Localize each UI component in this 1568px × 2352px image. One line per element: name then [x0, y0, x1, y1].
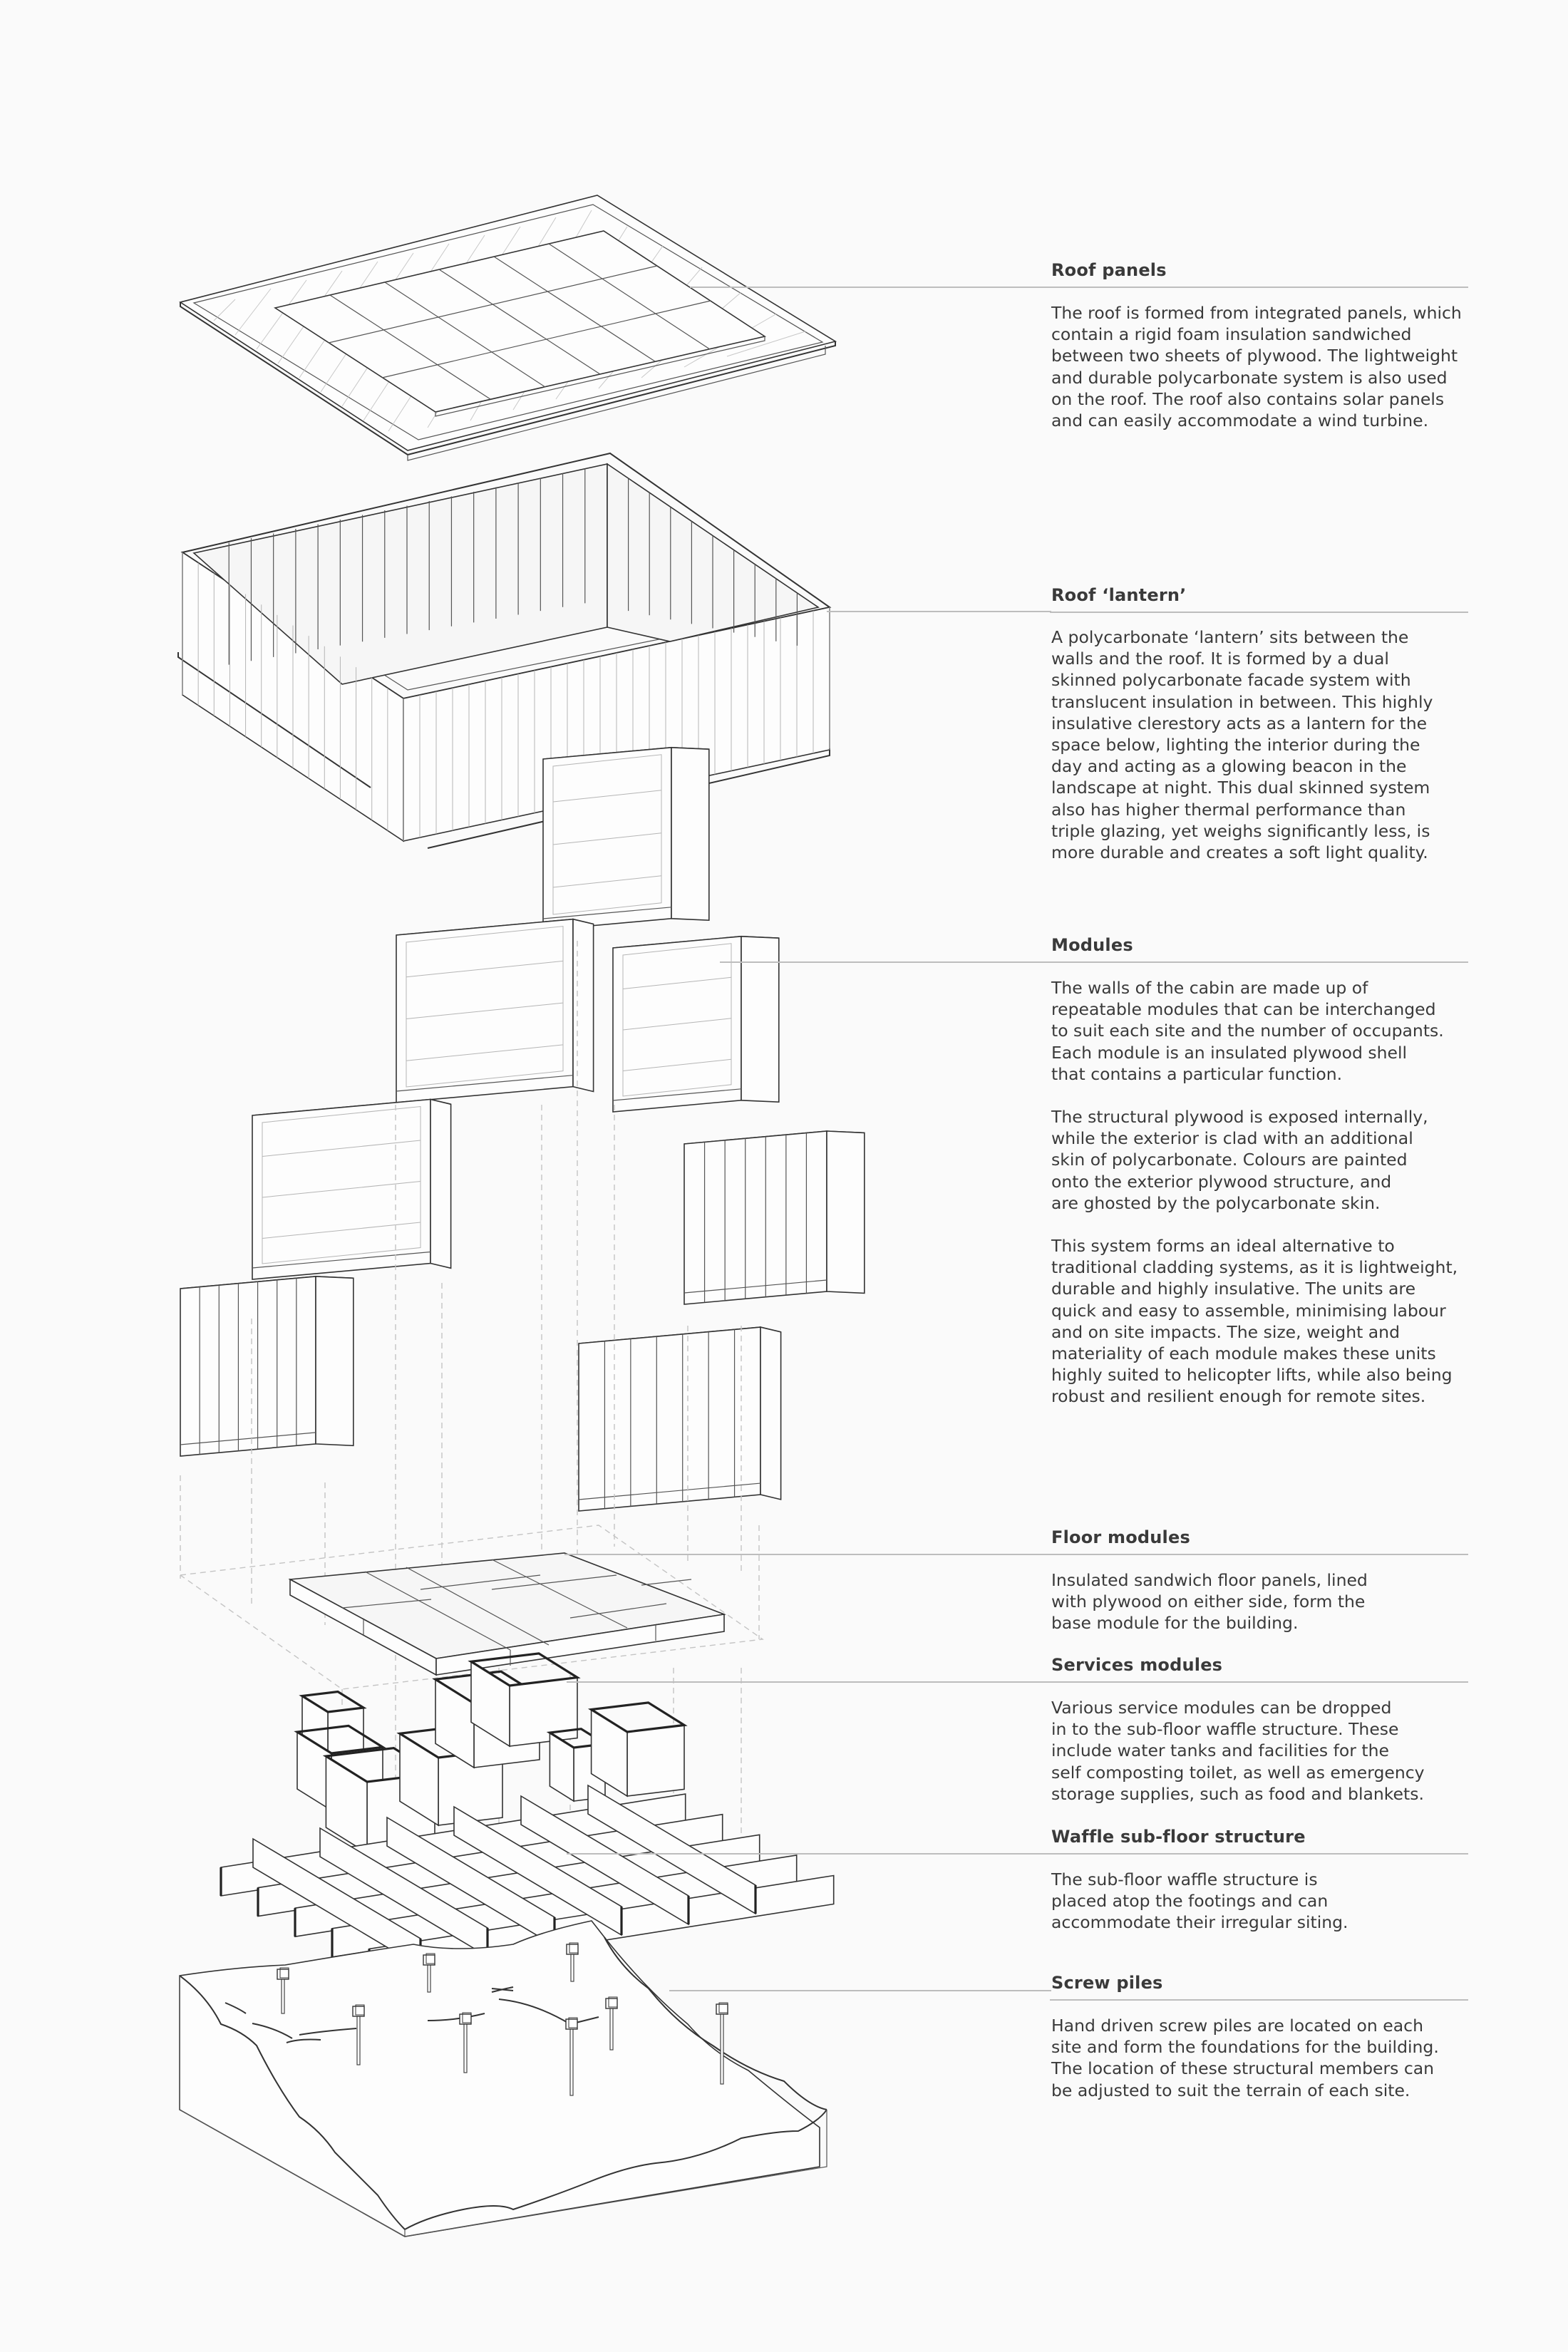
annotation-body — [1051, 2015, 1479, 2101]
wall-module — [684, 1131, 865, 1304]
pile-shaft — [570, 2028, 573, 2095]
annotation-paragraph: This system forms an ideal alternative to traditional cladding systems, as it is lightweight, durable and highly insulative. The units are quick and easy to assemble, minimising labour and on site impacts. The size, weight and materiality of each module makes these units highly suited to helicopter lifts, while also being robust and resilient enough for remote sites. — [1051, 1236, 1458, 1407]
service-front — [627, 1725, 684, 1796]
module-side — [573, 919, 594, 1092]
annotation-title: Modules — [1051, 935, 1133, 955]
pile-shaft — [610, 2007, 613, 2050]
annotation-paragraph: The sub-floor waffle structure is placed atop the footings and can accommodate their irregular siting. — [1051, 1869, 1348, 1933]
pile-shaft — [282, 1978, 284, 2013]
annotation-paragraph: The structural plywood is exposed internally, while the exterior is clad with an additional skin of polycarbonate. Colours are painted onto the exterior plywood structure, and are ghosted by the polycarbonate skin. — [1051, 1107, 1428, 1213]
wall-module — [180, 1276, 354, 1456]
annotation-title: Screw piles — [1051, 1973, 1163, 1993]
service-module — [592, 1703, 684, 1796]
annotation-title: Floor modules — [1051, 1527, 1190, 1547]
module-side — [671, 748, 709, 920]
terrain-drawing — [180, 1921, 827, 2237]
annotation-divider — [1050, 1999, 1468, 2001]
annotation-body — [1051, 1869, 1479, 1934]
module-side — [827, 1131, 865, 1293]
module-side — [741, 937, 779, 1102]
pile-shaft — [721, 2013, 723, 2084]
annotation-paragraph: Insulated sandwich floor panels, lined with plywood on either side, form the base module for the building. — [1051, 1570, 1368, 1634]
module-front — [579, 1327, 760, 1511]
module-front — [180, 1276, 316, 1456]
annotation-body — [1051, 977, 1479, 1408]
wall-modules-drawing — [180, 748, 865, 1511]
annotation-divider — [1050, 1554, 1468, 1555]
service-front — [510, 1678, 577, 1746]
annotation-divider — [1050, 287, 1468, 288]
roof-panels-drawing — [180, 195, 835, 460]
annotation-body — [1051, 626, 1479, 863]
pile-shaft — [464, 2023, 467, 2073]
pile-shaft — [357, 2015, 360, 2065]
module-front — [684, 1131, 827, 1304]
pile-shaft — [428, 1964, 430, 1992]
pile-shaft — [571, 1953, 574, 1981]
annotation-title: Roof panels — [1051, 260, 1167, 280]
module-side — [316, 1276, 354, 1445]
annotation-services-modules — [1051, 1654, 1479, 1805]
annotation-divider — [1050, 1853, 1468, 1855]
annotation-modules — [1051, 934, 1479, 1408]
annotation-paragraph: The roof is formed from integrated panels, which contain a rigid foam insulation sandwiched between two sheets of plywood. The lightweight and durable polycarbonate system is also used on the roof. The roof also contains solar panels and can easily accommodate a wind turbine. — [1051, 303, 1462, 431]
annotation-screw-piles — [1051, 1972, 1479, 2101]
annotation-title: Waffle sub-floor structure — [1051, 1827, 1306, 1847]
annotation-paragraph: A polycarbonate ‘lantern’ sits between the walls and the roof. It is formed by a dual skinned polycarbonate facade system with translucent insulation in between. This highly insulative clerestory acts as a lantern for the space below, lighting the interior during the day and acting as a glowing beacon in the landscape at night. This dual skinned system also has higher thermal performance than triple glazing, yet weighs significantly less, is more durable and creates a soft light quality. — [1051, 627, 1433, 863]
annotation-paragraph: Hand driven screw piles are located on each site and form the foundations for the building. The location of these structural members can be adjusted to suit the terrain of each site. — [1051, 2016, 1439, 2100]
annotation-divider — [1050, 1681, 1468, 1683]
annotation-paragraph: The walls of the cabin are made up of repeatable modules that can be interchanged to suit each site and the number of occupants. Each module is an insulated plywood shell that contains a particular function. — [1051, 978, 1444, 1084]
service-side — [550, 1733, 574, 1801]
annotation-body — [1051, 302, 1479, 431]
module-side — [760, 1327, 781, 1500]
module-side — [430, 1100, 451, 1269]
wall-module — [579, 1327, 781, 1511]
annotation-roof-lantern — [1051, 584, 1479, 863]
annotation-waffle-subfloor — [1051, 1826, 1479, 1934]
annotation-title: Roof ‘lantern’ — [1051, 585, 1187, 605]
annotation-body — [1051, 1697, 1479, 1805]
wall-module — [543, 748, 709, 930]
wall-module — [252, 1100, 451, 1280]
annotation-divider — [1050, 612, 1468, 613]
annotation-paragraph: Various service modules can be dropped in to the sub-floor waffle structure. These include water tanks and facilities for the self composting toilet, as well as emergency storage supplies, such as food and blankets. — [1051, 1698, 1425, 1804]
annotation-body — [1051, 1569, 1479, 1634]
wall-module — [396, 919, 594, 1103]
annotation-divider — [1050, 961, 1468, 963]
annotation-floor-modules — [1051, 1527, 1479, 1634]
annotation-roof-panels — [1051, 259, 1479, 431]
annotation-title: Services modules — [1051, 1655, 1223, 1675]
roof-lantern-drawing — [178, 453, 830, 848]
